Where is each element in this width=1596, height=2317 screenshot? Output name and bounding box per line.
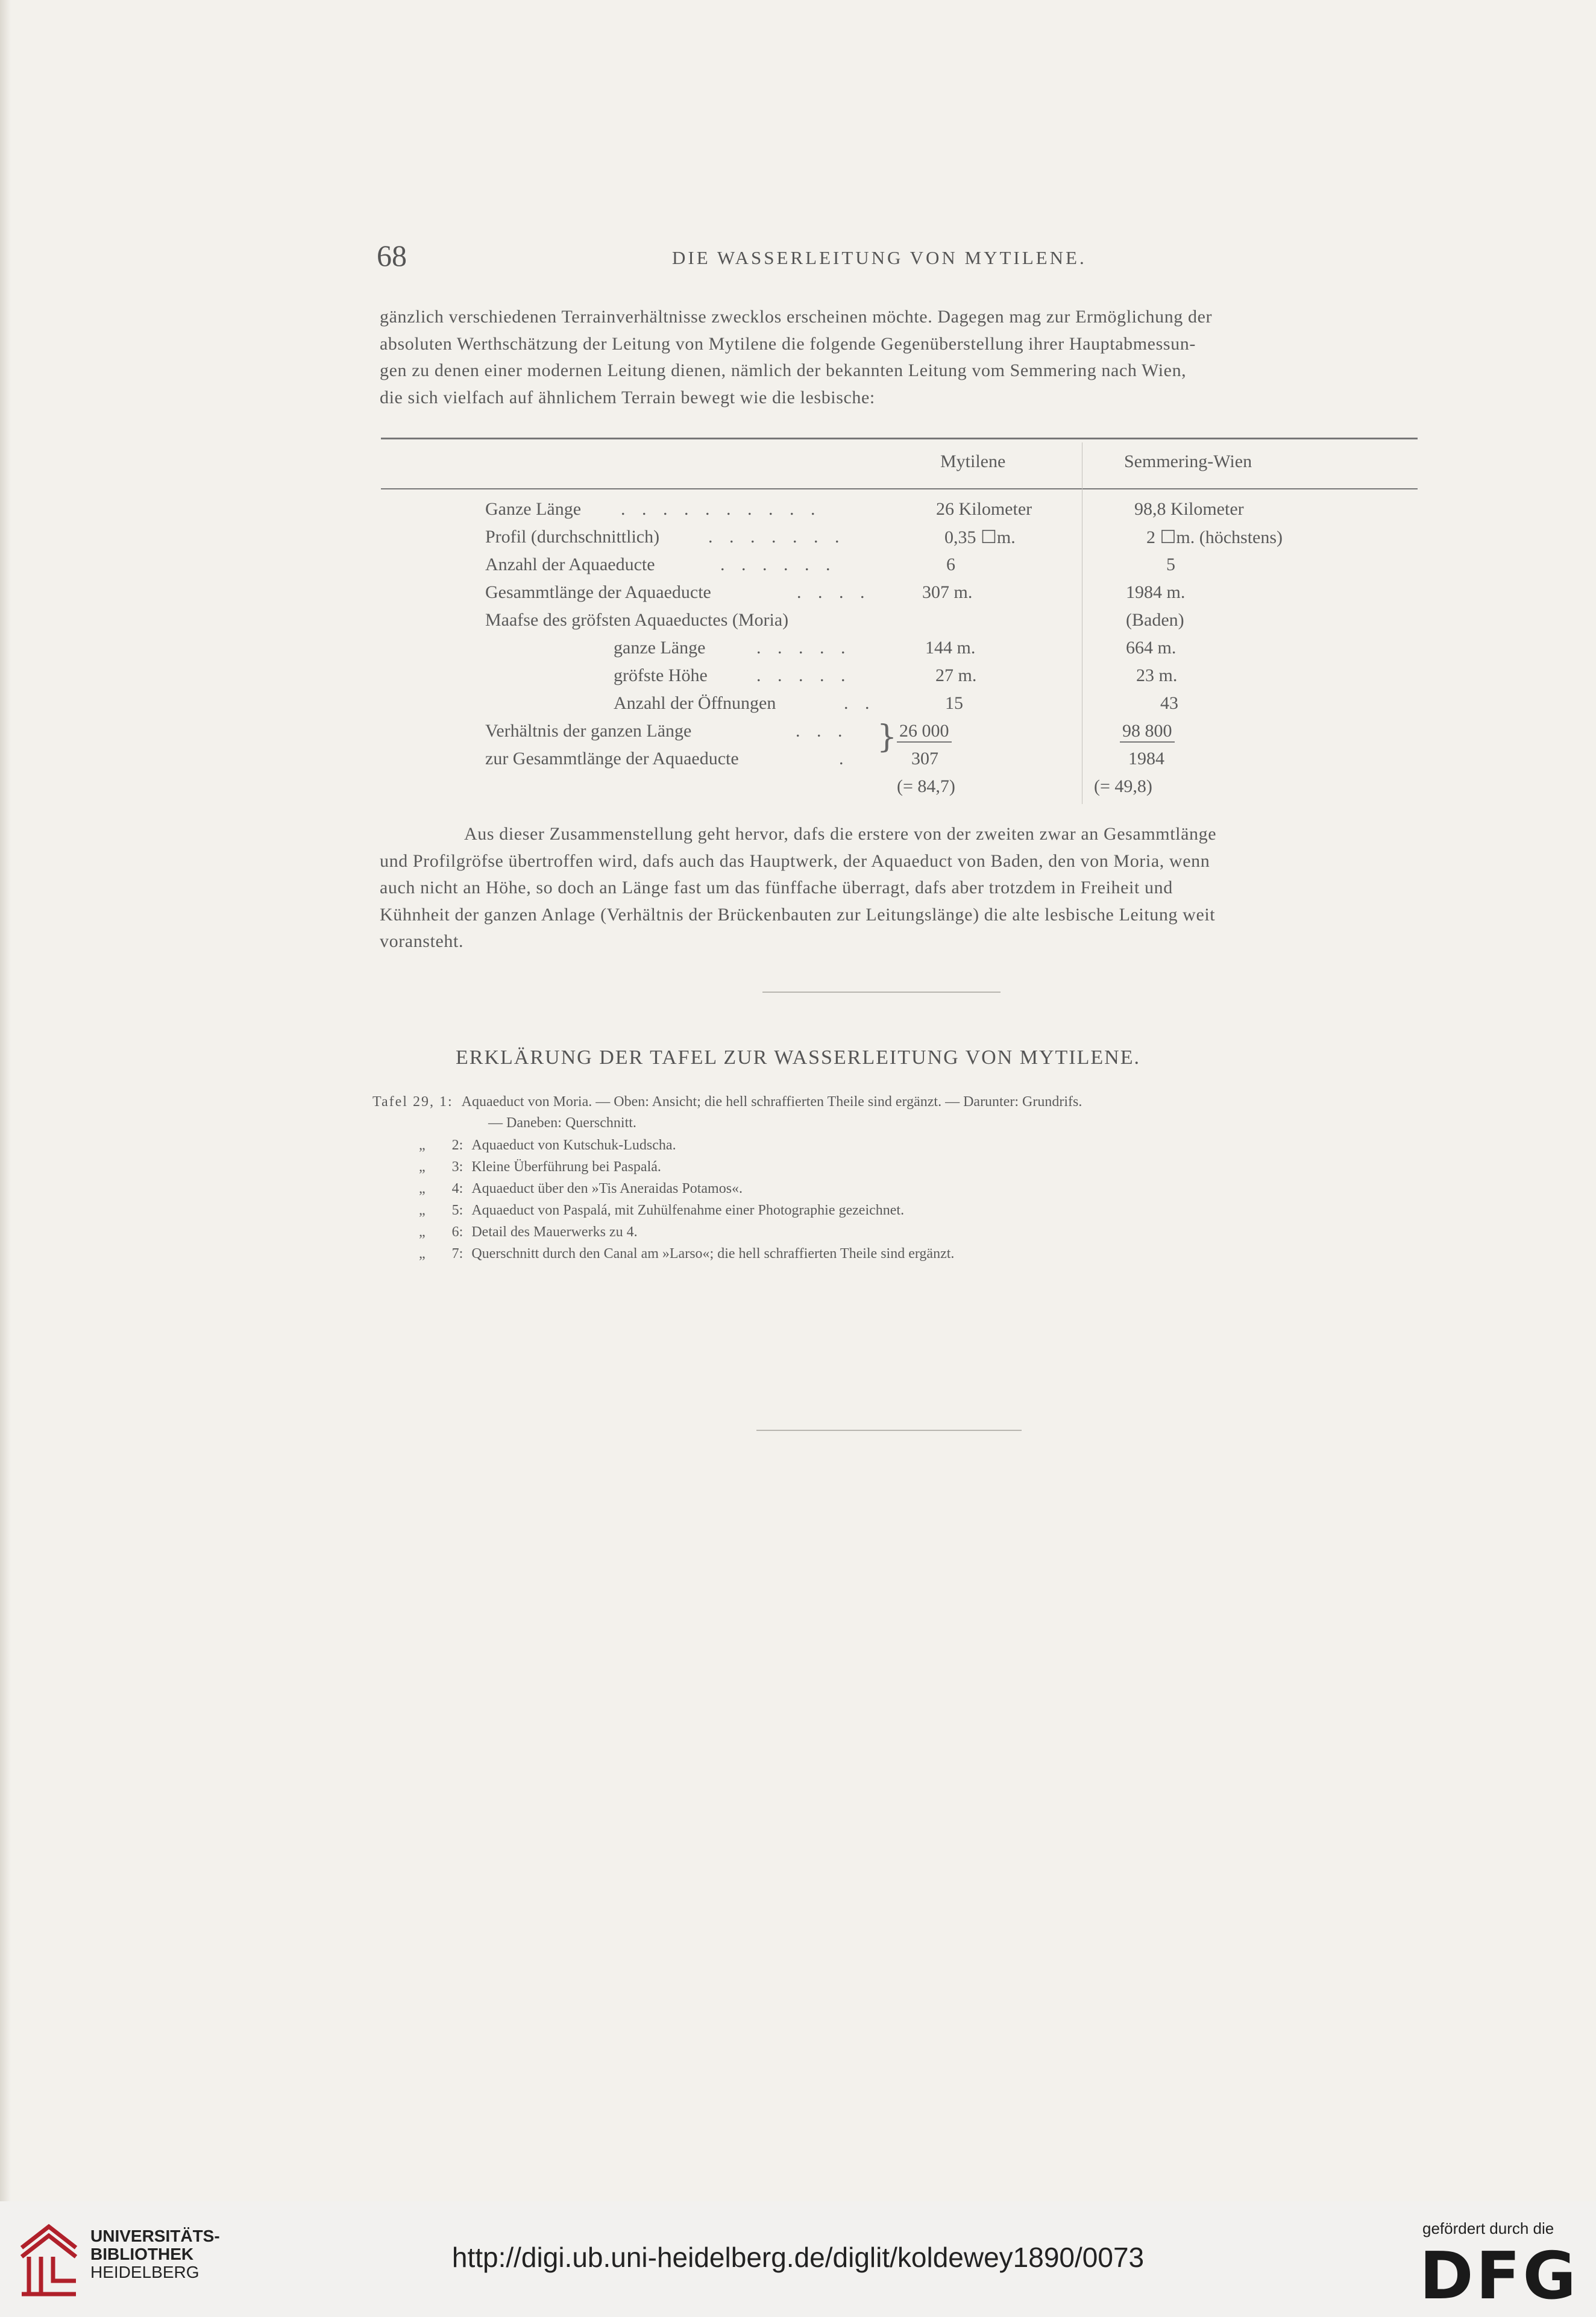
row-label: Profil (durchschnittlich) (485, 527, 660, 547)
table-row (0, 499, 1596, 527)
value-mytilene: 26 Kilometer (936, 499, 1032, 519)
ratio-label: zur Gesammtlänge der Aquaeducte (485, 749, 739, 769)
section-divider (762, 992, 1001, 993)
permalink-url[interactable]: http://digi.ub.uni-heidelberg.de/diglit/koldewey1890/0073 (451, 2242, 1145, 2273)
ditto-mark: „ (419, 1181, 426, 1196)
page-number: 68 (377, 239, 407, 272)
value-semmering: 664 m. (1126, 638, 1177, 658)
intro-paragraph (380, 304, 1419, 411)
ratio-result-mytilene: (= 84,7) (897, 776, 955, 796)
row-label: Anzahl der Aquaeducte (485, 555, 655, 574)
plate-description: Aquaeduct von Moria. — Oben: Ansicht; die hell schraffierten Theile sind ergänzt. — Darunter: Grundrifs. (461, 1094, 1082, 1110)
row-label: Anzahl der Öffnungen (614, 693, 776, 713)
row-label: Ganze Länge (485, 499, 582, 519)
table-row (0, 693, 1596, 721)
ratio-row (0, 749, 1596, 776)
value-semmering: 2 ☐m. (höchstens) (1146, 527, 1283, 547)
section-title: ERKLÄRUNG DER TAFEL ZUR WASSERLEITUNG VON MYTILENE. (456, 1046, 1140, 1069)
table-row (0, 610, 1596, 638)
value-mytilene: 144 m. (925, 638, 976, 658)
ratio-label: Verhältnis der ganzen Länge (485, 721, 692, 741)
conclusion-paragraph (380, 821, 1419, 955)
funding-caption: gefördert durch die (1422, 2219, 1554, 2237)
ditto-mark: „ (419, 1224, 426, 1240)
plate-number: 4: (451, 1181, 463, 1196)
plate-entry (419, 1203, 904, 1219)
ratio-result-semmering: (= 49,8) (1094, 776, 1152, 796)
ratio-numerator-semmering: 98 800 (1120, 721, 1175, 743)
intro-line: die sich vielfach auf ähnlichem Terrain bewegt wie die lesbische: (380, 387, 875, 407)
row-label: Gesammtlänge der Aquaeducte (485, 582, 711, 602)
intro-line: absoluten Werthschätzung der Leitung von Mytilene die folgende Gegenüberstellung ihrer Hauptabmessun- (380, 333, 1196, 354)
leader-dots: . . . (796, 721, 849, 741)
value-mytilene: 27 m. (935, 665, 977, 685)
plate-prefix: Tafel 29, 1: (372, 1094, 453, 1110)
intro-line: gen zu denen einer modernen Leitung dienen, nämlich der bekannten Leitung vom Semmering nach Wien, (380, 360, 1187, 380)
ditto-mark: „ (419, 1159, 426, 1175)
plate-description: Kleine Überführung bei Paspalá. (471, 1159, 661, 1175)
leader-dots: . . . . . (756, 665, 852, 685)
library-name-line: HEIDELBERG (90, 2263, 200, 2281)
plate-entry (419, 1181, 743, 1197)
ratio-denominator-semmering: 1984 (1128, 749, 1164, 769)
ditto-mark: „ (419, 1137, 426, 1153)
col-header-semmering: Semmering-Wien (1124, 451, 1252, 471)
value-semmering: 98,8 Kilometer (1134, 499, 1244, 519)
plate-entry (419, 1159, 661, 1175)
value-semmering: 1984 m. (1126, 582, 1186, 602)
leader-dots: . . (844, 693, 876, 713)
conclusion-line: und Profilgröfse übertroffen wird, dafs auch das Hauptwerk, der Aquaeduct von Baden, den von Moria, wenn (380, 850, 1210, 871)
page-edge-shadow (0, 0, 11, 2201)
brace: } (877, 719, 897, 755)
ratio-denominator-mytilene: 307 (911, 749, 938, 769)
running-head: DIE WASSERLEITUNG VON MYTILENE. (672, 247, 1087, 268)
end-divider (756, 1430, 1022, 1431)
table-row (0, 665, 1596, 693)
dfg-logo: DFG (1419, 2239, 1579, 2314)
table-row (0, 638, 1596, 665)
conclusion-line: auch nicht an Höhe, so doch an Länge fast um das fünffache überragt, dafs aber trotzdem in Freiheit und (380, 878, 1173, 898)
conclusion-line: Aus dieser Zusammenstellung geht hervor, dafs die erstere von der zweiten zwar an Gesammtlänge (464, 824, 1217, 844)
table-row (0, 555, 1596, 582)
plate-entry (419, 1246, 954, 1262)
value-semmering: 43 (1160, 693, 1178, 713)
plate-description: Aquaeduct von Kutschuk-Ludscha. (471, 1137, 676, 1153)
ratio-row (0, 721, 1596, 749)
plate-entry (419, 1137, 676, 1154)
conclusion-line: Kühnheit der ganzen Anlage (Verhältnis der Brückenbauten zur Leitungslänge) die alte lesbische Leitung weit (380, 904, 1216, 925)
plate-description: Aquaeduct über den »Tis Aneraidas Potamos«. (471, 1181, 743, 1196)
value-mytilene: 307 m. (922, 582, 973, 602)
value-semmering: 5 (1166, 555, 1175, 574)
value-mytilene: 0,35 ☐m. (944, 527, 1016, 547)
value-semmering: (Baden) (1126, 610, 1184, 630)
table-row (0, 582, 1596, 610)
table-row (0, 527, 1596, 555)
plate-number: 7: (451, 1246, 463, 1262)
plate-number: 3: (451, 1159, 463, 1175)
plate-entry (419, 1224, 638, 1240)
ratio-numerator-mytilene: 26 000 (897, 721, 952, 743)
row-label: Maafse des gröfsten Aquaeductes (Moria) (485, 610, 789, 630)
leader-dots: . . . . . . . (708, 527, 846, 547)
library-name-line: UNIVERSITÄTS- (90, 2227, 220, 2245)
value-semmering: 23 m. (1136, 665, 1178, 685)
table-top-rule (381, 438, 1418, 439)
plate-description: Querschnitt durch den Canal am »Larso«; die hell schraffierten Theile sind ergänzt. (471, 1246, 955, 1262)
plate-entry-continuation: — Daneben: Querschnitt. (488, 1115, 636, 1131)
library-name-line: BIBLIOTHEK (90, 2245, 194, 2263)
plate-description: Detail des Mauerwerks zu 4. (471, 1224, 638, 1240)
leader-dots: . . . . (797, 582, 871, 602)
row-label: ganze Länge (614, 638, 706, 658)
ditto-mark: „ (419, 1203, 426, 1218)
leader-dots: . . . . . . (720, 555, 837, 574)
plate-number: 5: (451, 1203, 463, 1218)
value-mytilene: 15 (945, 693, 963, 713)
plate-entry (372, 1094, 1082, 1110)
ditto-mark: „ (419, 1246, 426, 1262)
conclusion-line: voransteht. (380, 931, 464, 951)
leader-dots: . . . . . . . . . . (621, 499, 822, 519)
row-label: gröfste Höhe (614, 665, 708, 685)
ratio-result-row (0, 776, 1596, 804)
value-mytilene: 6 (946, 555, 955, 574)
col-header-mytilene: Mytilene (940, 451, 1006, 471)
leader-dots: . . . . . (756, 638, 852, 658)
table-header-rule (381, 488, 1418, 489)
intro-line: gänzlich verschiedenen Terrainverhältnisse zwecklos erscheinen möchte. Dagegen mag zur Ermöglichung der (380, 307, 1213, 327)
plate-description: Aquaeduct von Paspalá, mit Zuhülfenahme einer Photographie gezeichnet. (471, 1203, 905, 1218)
plate-number: 6: (451, 1224, 463, 1240)
plate-number: 2: (451, 1137, 463, 1153)
leader-dots: . (839, 749, 850, 769)
